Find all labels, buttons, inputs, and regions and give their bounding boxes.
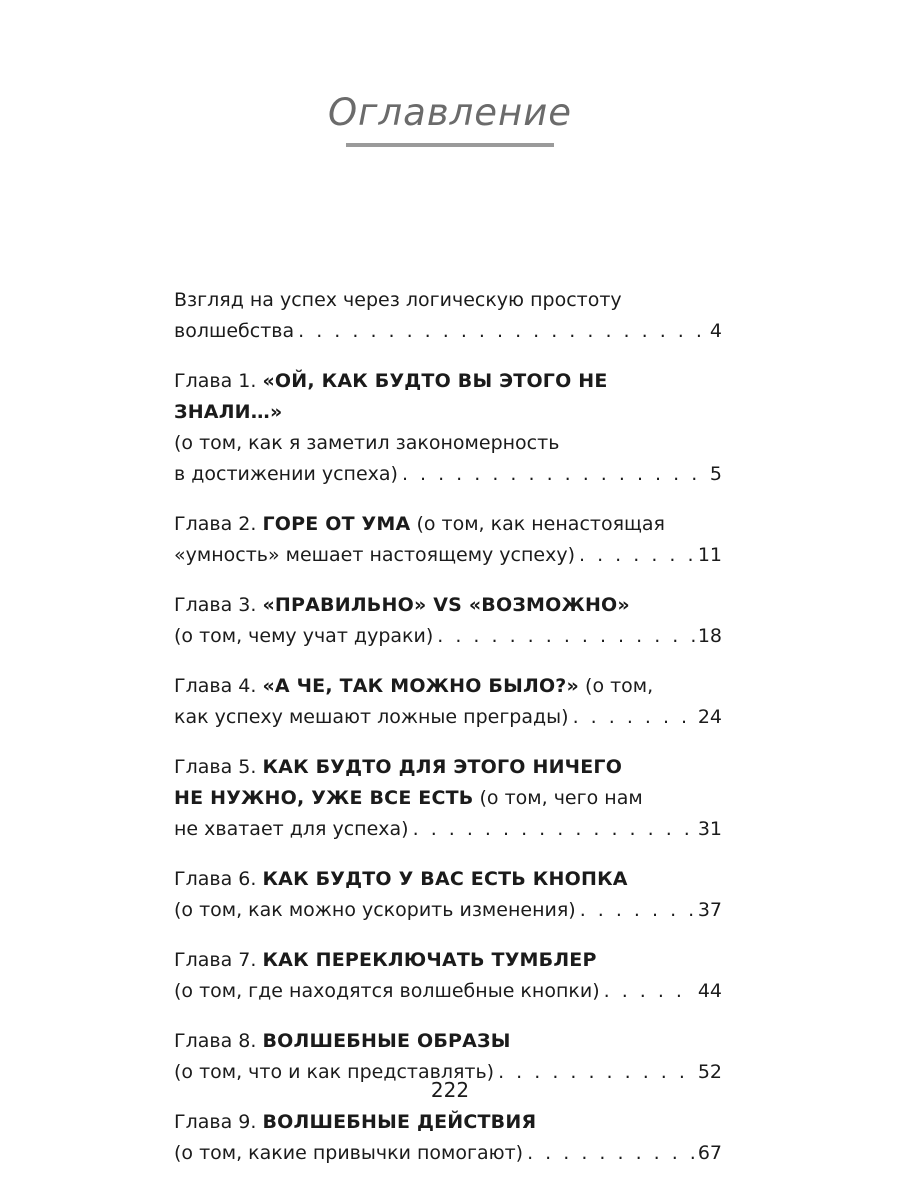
entry-text: в достижении успеха) (174, 463, 398, 485)
entry-text: как успеху мешают ложные преграды) (174, 706, 569, 728)
chapter-title-continued: НЕ НУЖНО, УЖЕ ВСЕ ЕСТЬ (174, 787, 474, 809)
page-number: 11 (697, 544, 722, 566)
entry-text: (о том, какие привычки помогают) (174, 1142, 524, 1164)
entry-text: (о том, как можно ускорить изменения) (174, 899, 576, 921)
entry-heading-line (174, 783, 722, 814)
page-number: 4 (709, 320, 722, 342)
entry-text: волшебства (174, 320, 295, 342)
page-number: 31 (697, 818, 722, 840)
dot-leader (402, 459, 707, 490)
entry-last-line (174, 540, 722, 571)
entry-heading-line (174, 509, 722, 540)
page-number: 44 (697, 980, 722, 1002)
entry-last-line (174, 1138, 722, 1169)
chapter-subtitle: (о том, (579, 675, 654, 697)
chapter-title: КАК ПЕРЕКЛЮЧАТЬ ТУМБЛЕР (262, 949, 597, 971)
entry-text: «умность» мешает настоящему успеху) (174, 544, 576, 566)
entry-text: не хватает для успеха) (174, 818, 409, 840)
chapter-title: «ОЙ, КАК БУДТО ВЫ ЭТОГО НЕ ЗНАЛИ…» (174, 370, 608, 423)
dot-leader (527, 1138, 695, 1169)
chapter-title: «А ЧЕ, ТАК МОЖНО БЫЛО?» (262, 675, 579, 697)
toc-entry-chapter-2[interactable] (174, 509, 722, 571)
chapter-title: ВОЛШЕБНЫЕ ДЕЙСТВИЯ (262, 1111, 537, 1133)
entry-heading-line (174, 590, 722, 621)
dot-leader (580, 895, 695, 926)
chapter-subtitle: (о том, чего нам (473, 787, 643, 809)
entry-last-line (174, 702, 722, 733)
toc-entry-chapter-9[interactable] (174, 1107, 722, 1169)
entry-heading-line (174, 945, 722, 976)
entry-heading-line (174, 1107, 722, 1138)
toc-entry-intro[interactable] (174, 285, 722, 347)
entry-last-line (174, 459, 722, 490)
entry-heading-line (174, 752, 722, 783)
entry-last-line (174, 895, 722, 926)
table-of-contents (174, 285, 722, 1188)
chapter-label: Глава 6. (174, 868, 263, 890)
entry-text: (о том, где находятся волшебные кнопки) (174, 980, 600, 1002)
dot-leader (573, 702, 695, 733)
entry-heading-line (174, 1026, 722, 1057)
chapter-label: Глава 2. (174, 513, 263, 535)
page-number: 18 (697, 625, 722, 647)
chapter-label: Глава 4. (174, 675, 263, 697)
page-title: Оглавление (327, 91, 573, 134)
entry-text-line: (о том, как я заметил закономерность (174, 432, 560, 454)
title-underline (346, 143, 554, 147)
toc-entry-chapter-4[interactable] (174, 671, 722, 733)
toc-entry-chapter-7[interactable] (174, 945, 722, 1007)
toc-entry-chapter-6[interactable] (174, 864, 722, 926)
entry-text-line: Взгляд на успех через логическую простоту (174, 289, 622, 311)
chapter-title: «ПРАВИЛЬНО» VS «ВОЗМОЖНО» (262, 594, 630, 616)
dot-leader (579, 540, 695, 571)
page-number: 52 (697, 1061, 722, 1083)
page-number: 67 (697, 1142, 722, 1164)
chapter-title: КАК БУДТО ДЛЯ ЭТОГО НИЧЕГО (262, 756, 623, 778)
toc-entry-chapter-1[interactable] (174, 366, 722, 490)
chapter-title: ВОЛШЕБНЫЕ ОБРАЗЫ (262, 1030, 511, 1052)
chapter-label: Глава 1. (174, 370, 263, 392)
dot-leader (413, 814, 695, 845)
chapter-label: Глава 3. (174, 594, 263, 616)
chapter-subtitle: (о том, как ненастоящая (410, 513, 665, 535)
entry-last-line (174, 316, 722, 347)
chapter-label: Глава 9. (174, 1111, 263, 1133)
dot-leader (298, 316, 707, 347)
toc-entry-chapter-3[interactable] (174, 590, 722, 652)
entry-text: (о том, что и как представлять) (174, 1061, 495, 1083)
page-number: 37 (697, 899, 722, 921)
toc-entry-chapter-5[interactable] (174, 752, 722, 845)
entry-text: (о том, чему учат дураки) (174, 625, 434, 647)
page-number: 24 (697, 706, 722, 728)
entry-last-line (174, 814, 722, 845)
chapter-label: Глава 5. (174, 756, 263, 778)
entry-heading-line (174, 864, 722, 895)
chapter-label: Глава 7. (174, 949, 263, 971)
entry-last-line (174, 976, 722, 1007)
chapter-title: ГОРЕ ОТ УМА (262, 513, 411, 535)
chapter-label: Глава 8. (174, 1030, 263, 1052)
entry-heading-line (174, 671, 722, 702)
page-folio: 222 (430, 1078, 470, 1102)
dot-leader (437, 621, 695, 652)
chapter-title: КАК БУДТО У ВАС ЕСТЬ КНОПКА (262, 868, 628, 890)
entry-heading-line (174, 366, 722, 428)
entry-last-line (174, 621, 722, 652)
page-number: 5 (709, 463, 722, 485)
dot-leader (604, 976, 695, 1007)
